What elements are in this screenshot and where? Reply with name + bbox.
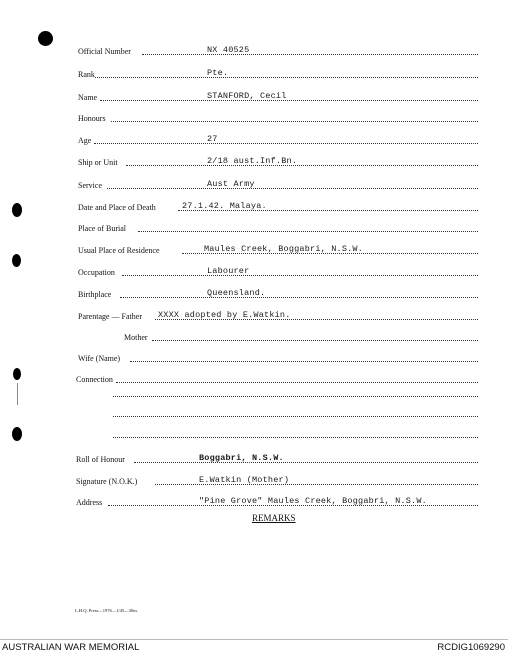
roll-of-honour-leader [134,462,478,463]
address-value: "Pine Grove" Maules Creek, Boggabri, N.S.W. [199,496,427,506]
service-label: Service [78,181,102,190]
mother-leader [152,340,478,341]
honours-label: Honours [78,114,106,123]
occupation-label: Occupation [78,268,115,277]
official-number-leader [142,54,478,55]
signature-row [0,472,508,486]
service-leader [107,188,478,189]
rank-label: Rank [78,70,95,79]
connection-label: Connection [76,375,113,384]
occupation-leader [122,275,478,276]
name-leader [100,100,478,101]
date-place-of-death-row [0,198,508,212]
connection-row [0,370,508,384]
mother-row [0,328,508,342]
name-row [0,88,508,102]
rank-row [0,65,508,79]
wife-label: Wife (Name) [78,354,121,363]
ship-or-unit-row [0,153,508,167]
age-row [0,131,508,145]
rank-leader [95,77,478,78]
roll-of-honour-row [0,450,508,464]
place-of-burial-row [0,219,508,233]
wife-row [0,349,508,363]
connection-line-4 [113,437,478,438]
usual-residence-value: Maules Creek, Boggabri, N.S.W. [204,244,364,254]
official-number-label: Official Number [78,47,131,56]
date-place-of-death-label: Date and Place of Death [78,203,156,212]
honours-leader [111,121,478,122]
punch-hole-4 [12,427,22,441]
place-of-burial-leader [138,231,478,232]
name-label: Name [78,93,98,102]
age-value: 27 [207,134,218,144]
service-row [0,176,508,190]
parentage-row [0,307,508,321]
footer-record-id: RCDIG1069290 [437,642,505,653]
rank-value: Pte. [207,68,229,78]
mother-label: Mother [124,333,148,342]
honours-row [0,109,508,123]
connection-leader [116,382,478,383]
official-number-row [0,42,508,56]
parentage-value: XXXX adopted by E.Watkin. [158,310,291,320]
address-label: Address [76,498,103,507]
birthplace-value: Queensland. [207,288,266,298]
wife-leader [130,361,478,362]
signature-label: Signature (N.O.K.) [76,477,138,486]
signature-value: E.Watkin (Mother) [199,475,290,485]
occupation-row [0,263,508,277]
birthplace-leader [120,297,478,298]
name-value: STANFORD, Cecil [207,91,287,101]
remarks-heading: REMARKS [252,513,296,523]
staple-mark [17,383,18,405]
place-of-burial-label: Place of Burial [78,224,126,233]
footer-institution: AUSTRALIAN WAR MEMORIAL [2,642,140,653]
printer-imprint: L.H.Q. Press—1976—1/45—30m. [75,608,138,613]
archive-footer [0,639,508,655]
ship-or-unit-leader [126,165,478,166]
connection-line-2 [113,396,478,397]
parentage-label: Parentage — Father [78,312,142,321]
usual-residence-row [0,241,508,255]
roll-of-honour-value: Boggabri, N.S.W. [199,453,284,463]
address-row [0,493,508,507]
age-label: Age [78,136,92,145]
service-value: Aust Army [207,179,255,189]
age-leader [94,143,478,144]
date-place-of-death-value: 27.1.42. Malaya. [182,201,267,211]
official-number-value: NX 40525 [207,45,250,55]
usual-residence-label: Usual Place of Residence [78,246,160,255]
connection-line-3 [113,416,478,417]
roll-of-honour-label: Roll of Honour [76,455,125,464]
birthplace-row [0,285,508,299]
occupation-value: Labourer [207,266,250,276]
birthplace-label: Birthplace [78,290,112,299]
ship-or-unit-label: Ship or Unit [78,158,118,167]
ship-or-unit-value: 2/18 aust.Inf.Bn. [207,156,298,166]
